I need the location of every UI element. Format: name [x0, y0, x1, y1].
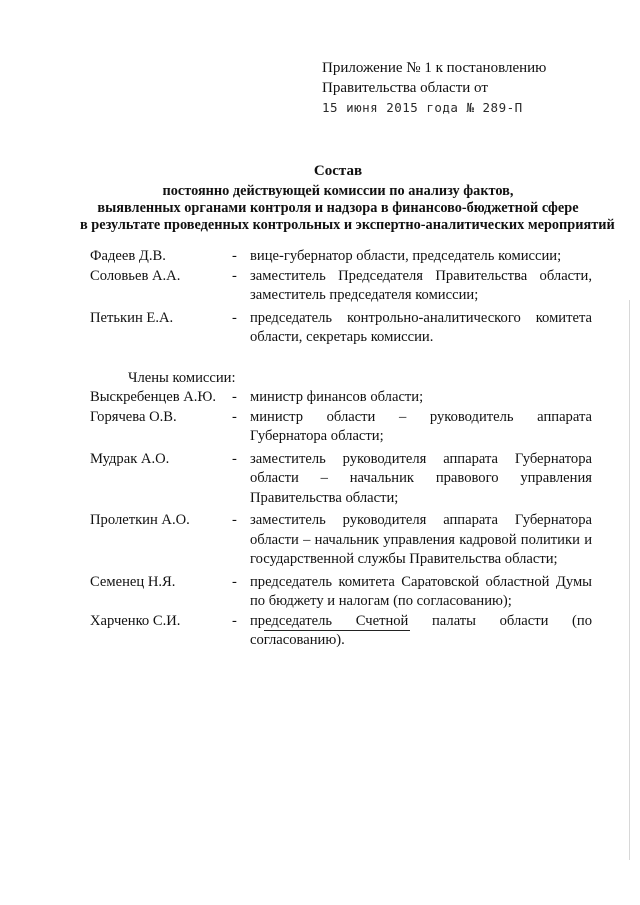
member-dash: -: [232, 450, 237, 467]
member-dash: -: [232, 267, 237, 284]
roster-row: [90, 612, 592, 651]
member-dash: -: [232, 389, 237, 405]
roster-row: [90, 408, 592, 447]
roster-row: [90, 309, 592, 348]
member-name: Петькин Е.А.: [90, 309, 174, 326]
roster-row: [90, 247, 592, 267]
member-dash: -: [232, 309, 237, 326]
member-role: заместитель Председателя Правительства области, заместитель председателя комиссии;: [250, 267, 592, 303]
member-dash: -: [232, 248, 237, 264]
member-name: Соловьев А.А.: [90, 267, 181, 284]
member-role: председатель комитета Саратовской областной Думы по бюджету и налогам (по согласованию);: [250, 573, 592, 609]
member-name: Мудрак А.О.: [90, 450, 170, 467]
member-role: вице-губернатор области, председатель комиссии;: [250, 248, 562, 264]
appendix-reference: [322, 58, 622, 118]
title-line-3: в результате проведенных контрольных и экспертно-аналитических мероприятий: [80, 217, 615, 233]
member-name: Пролеткин А.О.: [90, 512, 190, 528]
roster-row: [90, 511, 592, 570]
document-title: [80, 163, 615, 234]
member-name: Семенец Н.Я.: [90, 573, 176, 590]
member-role: председатель контрольно-аналитического комитета области, секретарь комиссии.: [250, 309, 592, 345]
member-name: Выскребенцев А.Ю.: [90, 389, 217, 405]
member-dash: -: [232, 408, 237, 425]
member-role: заместитель руководителя аппарата Губернатора области – начальник правового управления Правительства области;: [250, 450, 592, 506]
scan-edge-line: [629, 300, 630, 860]
appendix-date-stamp: 15 июня 2015 года № 289-П: [322, 100, 523, 115]
member-role: министр финансов области;: [250, 389, 424, 405]
member-name: Горячева О.В.: [90, 408, 177, 425]
closing-separator-line: [264, 630, 410, 631]
member-name: Фадеев Д.В.: [90, 248, 166, 264]
member-role: председатель Счетной палаты области (по согласованию).: [250, 612, 592, 648]
commission-roster: [90, 247, 592, 651]
roster-row: [90, 450, 592, 509]
member-name: Харченко С.И.: [90, 612, 181, 629]
title-line-1: постоянно действующей комиссии по анализу фактов,: [162, 183, 514, 199]
member-dash: -: [232, 612, 237, 629]
title-heading: Состав: [313, 163, 363, 179]
member-role: министр области – руководитель аппарата Губернатора области;: [250, 408, 592, 444]
roster-row: [90, 573, 592, 612]
appendix-line-1: Приложение № 1 к постановлению: [322, 60, 547, 76]
member-dash: -: [232, 573, 237, 590]
roster-row: [90, 388, 592, 408]
member-dash: -: [232, 512, 237, 528]
member-role: заместитель руководителя аппарата Губернатора области – начальник управления кадровой политики и государственной службы Правительства области;: [250, 512, 592, 567]
appendix-line-2: Правительства области от: [322, 80, 488, 96]
title-line-2: выявленных органами контроля и надзора в финансово-бюджетной сфере: [97, 200, 579, 216]
roster-row: [90, 267, 592, 306]
members-section-label: Члены комиссии:: [128, 369, 236, 386]
